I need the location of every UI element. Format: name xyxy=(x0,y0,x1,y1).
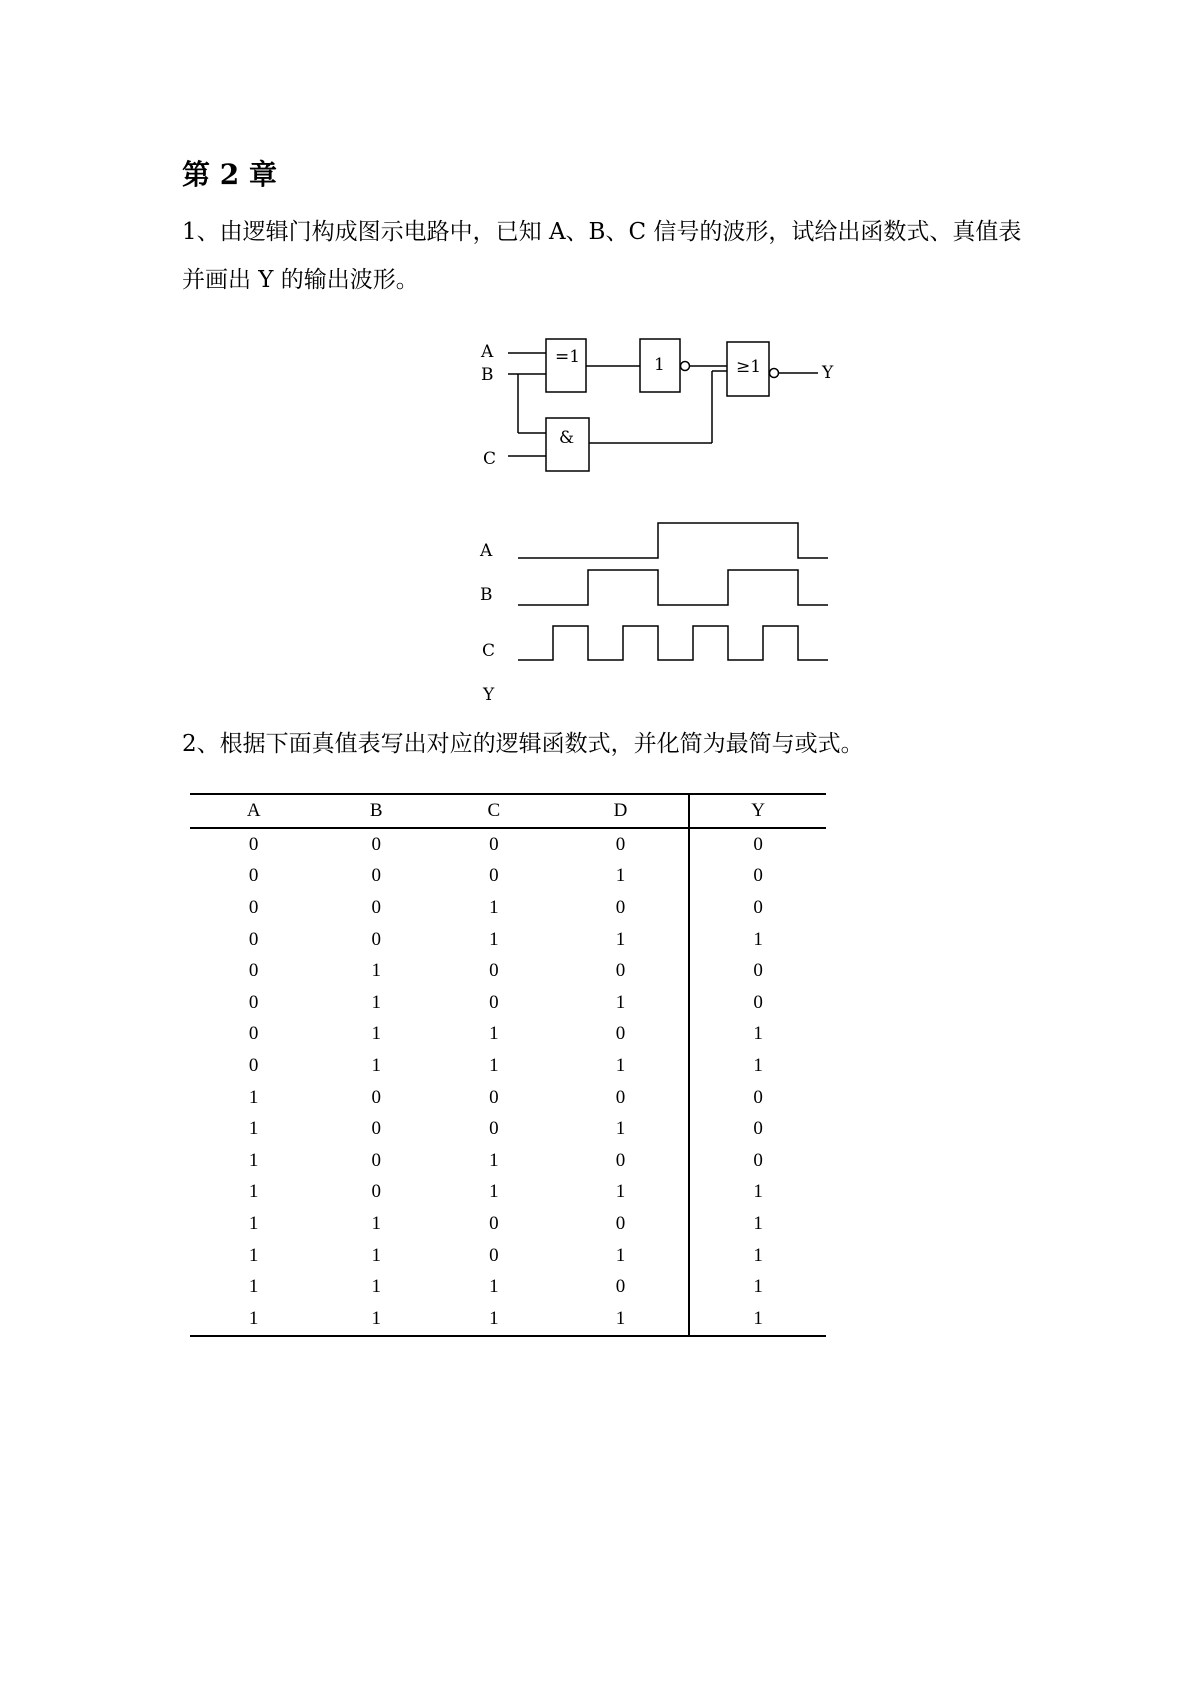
table-row xyxy=(190,955,826,987)
table-cell: 1 xyxy=(689,1208,826,1240)
and-gate-label: & xyxy=(559,428,575,448)
table-cell: 1 xyxy=(615,1181,626,1203)
question-2-text: 2、根据下面真值表写出对应的逻辑函数式，并化简为最简与或式。 xyxy=(182,731,864,757)
table-cell: 1 xyxy=(371,1244,381,1266)
table-cell: 1 xyxy=(489,1054,499,1076)
table-cell: 1 xyxy=(371,1023,381,1045)
table-cell: 0 xyxy=(615,1086,626,1108)
logic-circuit-diagram xyxy=(0,0,1190,720)
table-cell: 0 xyxy=(615,833,626,855)
table-cell: 0 xyxy=(615,1276,626,1298)
table-row xyxy=(190,1113,826,1145)
table-row xyxy=(190,861,826,893)
wave-label-y: Y xyxy=(483,685,495,705)
table-cell: 1 xyxy=(371,1276,381,1298)
table-cell: 0 xyxy=(615,960,626,982)
not-gate-label: 1 xyxy=(654,355,665,375)
header-d: D xyxy=(553,794,690,828)
table-cell: 0 xyxy=(615,1149,626,1171)
table-cell: 0 xyxy=(689,1082,826,1114)
table-cell: 0 xyxy=(371,928,381,950)
table-cell: 1 xyxy=(489,1149,499,1171)
table-row xyxy=(190,892,826,924)
table-cell: 1 xyxy=(248,1276,259,1298)
table-cell: 1 xyxy=(615,928,626,950)
table-cell: 1 xyxy=(248,1118,259,1140)
table-cell: 1 xyxy=(615,991,626,1013)
table-cell: 1 xyxy=(489,1181,499,1203)
table-cell: 1 xyxy=(248,1244,259,1266)
table-row xyxy=(190,1240,826,1272)
table-row xyxy=(190,1177,826,1209)
table-cell: 0 xyxy=(489,991,499,1013)
table-cell: 0 xyxy=(371,896,381,918)
table-cell: 0 xyxy=(689,861,826,893)
waveform-a xyxy=(518,523,828,558)
table-cell: 1 xyxy=(615,1054,626,1076)
chapter-title: 第 2 章 xyxy=(182,158,277,191)
table-cell: 0 xyxy=(371,1118,381,1140)
table-cell: 1 xyxy=(689,1050,826,1082)
table-cell: 0 xyxy=(248,865,259,887)
table-cell: 0 xyxy=(371,865,381,887)
table-row xyxy=(190,1145,826,1177)
table-cell: 0 xyxy=(489,1244,499,1266)
table-cell: 0 xyxy=(615,896,626,918)
table-cell: 0 xyxy=(489,1086,499,1108)
table-cell: 0 xyxy=(248,1023,259,1045)
wave-label-b: B xyxy=(480,585,493,605)
table-cell: 0 xyxy=(689,955,826,987)
truth-table-header-row xyxy=(190,794,826,828)
table-cell: 1 xyxy=(371,991,381,1013)
table-cell: 0 xyxy=(489,1212,499,1234)
table-cell: 0 xyxy=(689,1145,826,1177)
table-cell: 0 xyxy=(248,1054,259,1076)
table-cell: 1 xyxy=(489,1023,499,1045)
table-row xyxy=(190,1082,826,1114)
table-row xyxy=(190,1303,826,1336)
circuit-input-c: C xyxy=(483,449,497,469)
table-cell: 1 xyxy=(190,1303,317,1336)
table-cell: 0 xyxy=(371,1149,381,1171)
xor-gate-label: =1 xyxy=(555,347,581,367)
table-cell: 0 xyxy=(689,987,826,1019)
table-cell: 1 xyxy=(689,1240,826,1272)
table-cell: 1 xyxy=(615,1118,626,1140)
table-cell: 1 xyxy=(689,1177,826,1209)
header-y: Y xyxy=(689,794,826,828)
table-cell: 1 xyxy=(689,924,826,956)
nor-gate-label: ≥1 xyxy=(736,357,762,377)
table-cell: 1 xyxy=(615,1244,626,1266)
table-cell: 0 xyxy=(689,828,826,861)
circuit-input-b: B xyxy=(481,365,494,385)
table-cell: 0 xyxy=(248,833,259,855)
header-b: B xyxy=(317,794,435,828)
truth-table xyxy=(190,793,826,1337)
table-row xyxy=(190,1208,826,1240)
waveform-c xyxy=(518,626,828,660)
table-cell: 1 xyxy=(371,1212,381,1234)
table-cell: 1 xyxy=(248,1181,259,1203)
table-cell: 1 xyxy=(248,1149,259,1171)
table-cell: 0 xyxy=(615,1212,626,1234)
table-cell: 0 xyxy=(489,833,499,855)
table-row xyxy=(190,828,826,861)
table-cell: 1 xyxy=(371,1054,381,1076)
table-cell: 0 xyxy=(371,1181,381,1203)
table-row xyxy=(190,1050,826,1082)
table-cell: 0 xyxy=(689,892,826,924)
table-cell: 0 xyxy=(371,833,381,855)
table-cell: 1 xyxy=(317,1303,435,1336)
table-cell: 0 xyxy=(371,1086,381,1108)
table-cell: 0 xyxy=(615,1023,626,1045)
table-cell: 0 xyxy=(248,960,259,982)
table-row xyxy=(190,924,826,956)
table-cell: 1 xyxy=(248,1086,259,1108)
table-cell: 0 xyxy=(248,896,259,918)
table-row xyxy=(190,987,826,1019)
table-cell: 1 xyxy=(371,960,381,982)
table-cell: 1 xyxy=(489,928,499,950)
table-cell: 0 xyxy=(248,991,259,1013)
table-cell: 1 xyxy=(553,1303,690,1336)
wave-label-a: A xyxy=(480,541,493,561)
wave-label-c: C xyxy=(482,641,496,661)
table-cell: 0 xyxy=(489,1118,499,1140)
table-cell: 0 xyxy=(489,865,499,887)
table-cell: 1 xyxy=(689,1271,826,1303)
table-cell: 1 xyxy=(689,1019,826,1051)
circuit-output-y: Y xyxy=(822,363,834,383)
table-cell: 1 xyxy=(689,1303,826,1336)
header-a: A xyxy=(190,794,317,828)
table-cell: 1 xyxy=(489,1276,499,1298)
circuit-input-a: A xyxy=(481,342,494,362)
table-cell: 0 xyxy=(489,960,499,982)
table-row xyxy=(190,1271,826,1303)
question-1-text: 1、由逻辑门构成图示电路中，已知 A、B、C 信号的波形，试给出函数式、真值表并画出 Y 的输出波形。 xyxy=(182,219,1022,293)
table-cell: 1 xyxy=(615,865,626,887)
table-row xyxy=(190,1019,826,1051)
table-cell: 0 xyxy=(689,1113,826,1145)
waveform-b xyxy=(518,570,828,605)
table-cell: 1 xyxy=(489,896,499,918)
header-c: C xyxy=(435,794,553,828)
table-cell: 1 xyxy=(435,1303,553,1336)
table-cell: 1 xyxy=(248,1212,259,1234)
table-cell: 0 xyxy=(248,928,259,950)
